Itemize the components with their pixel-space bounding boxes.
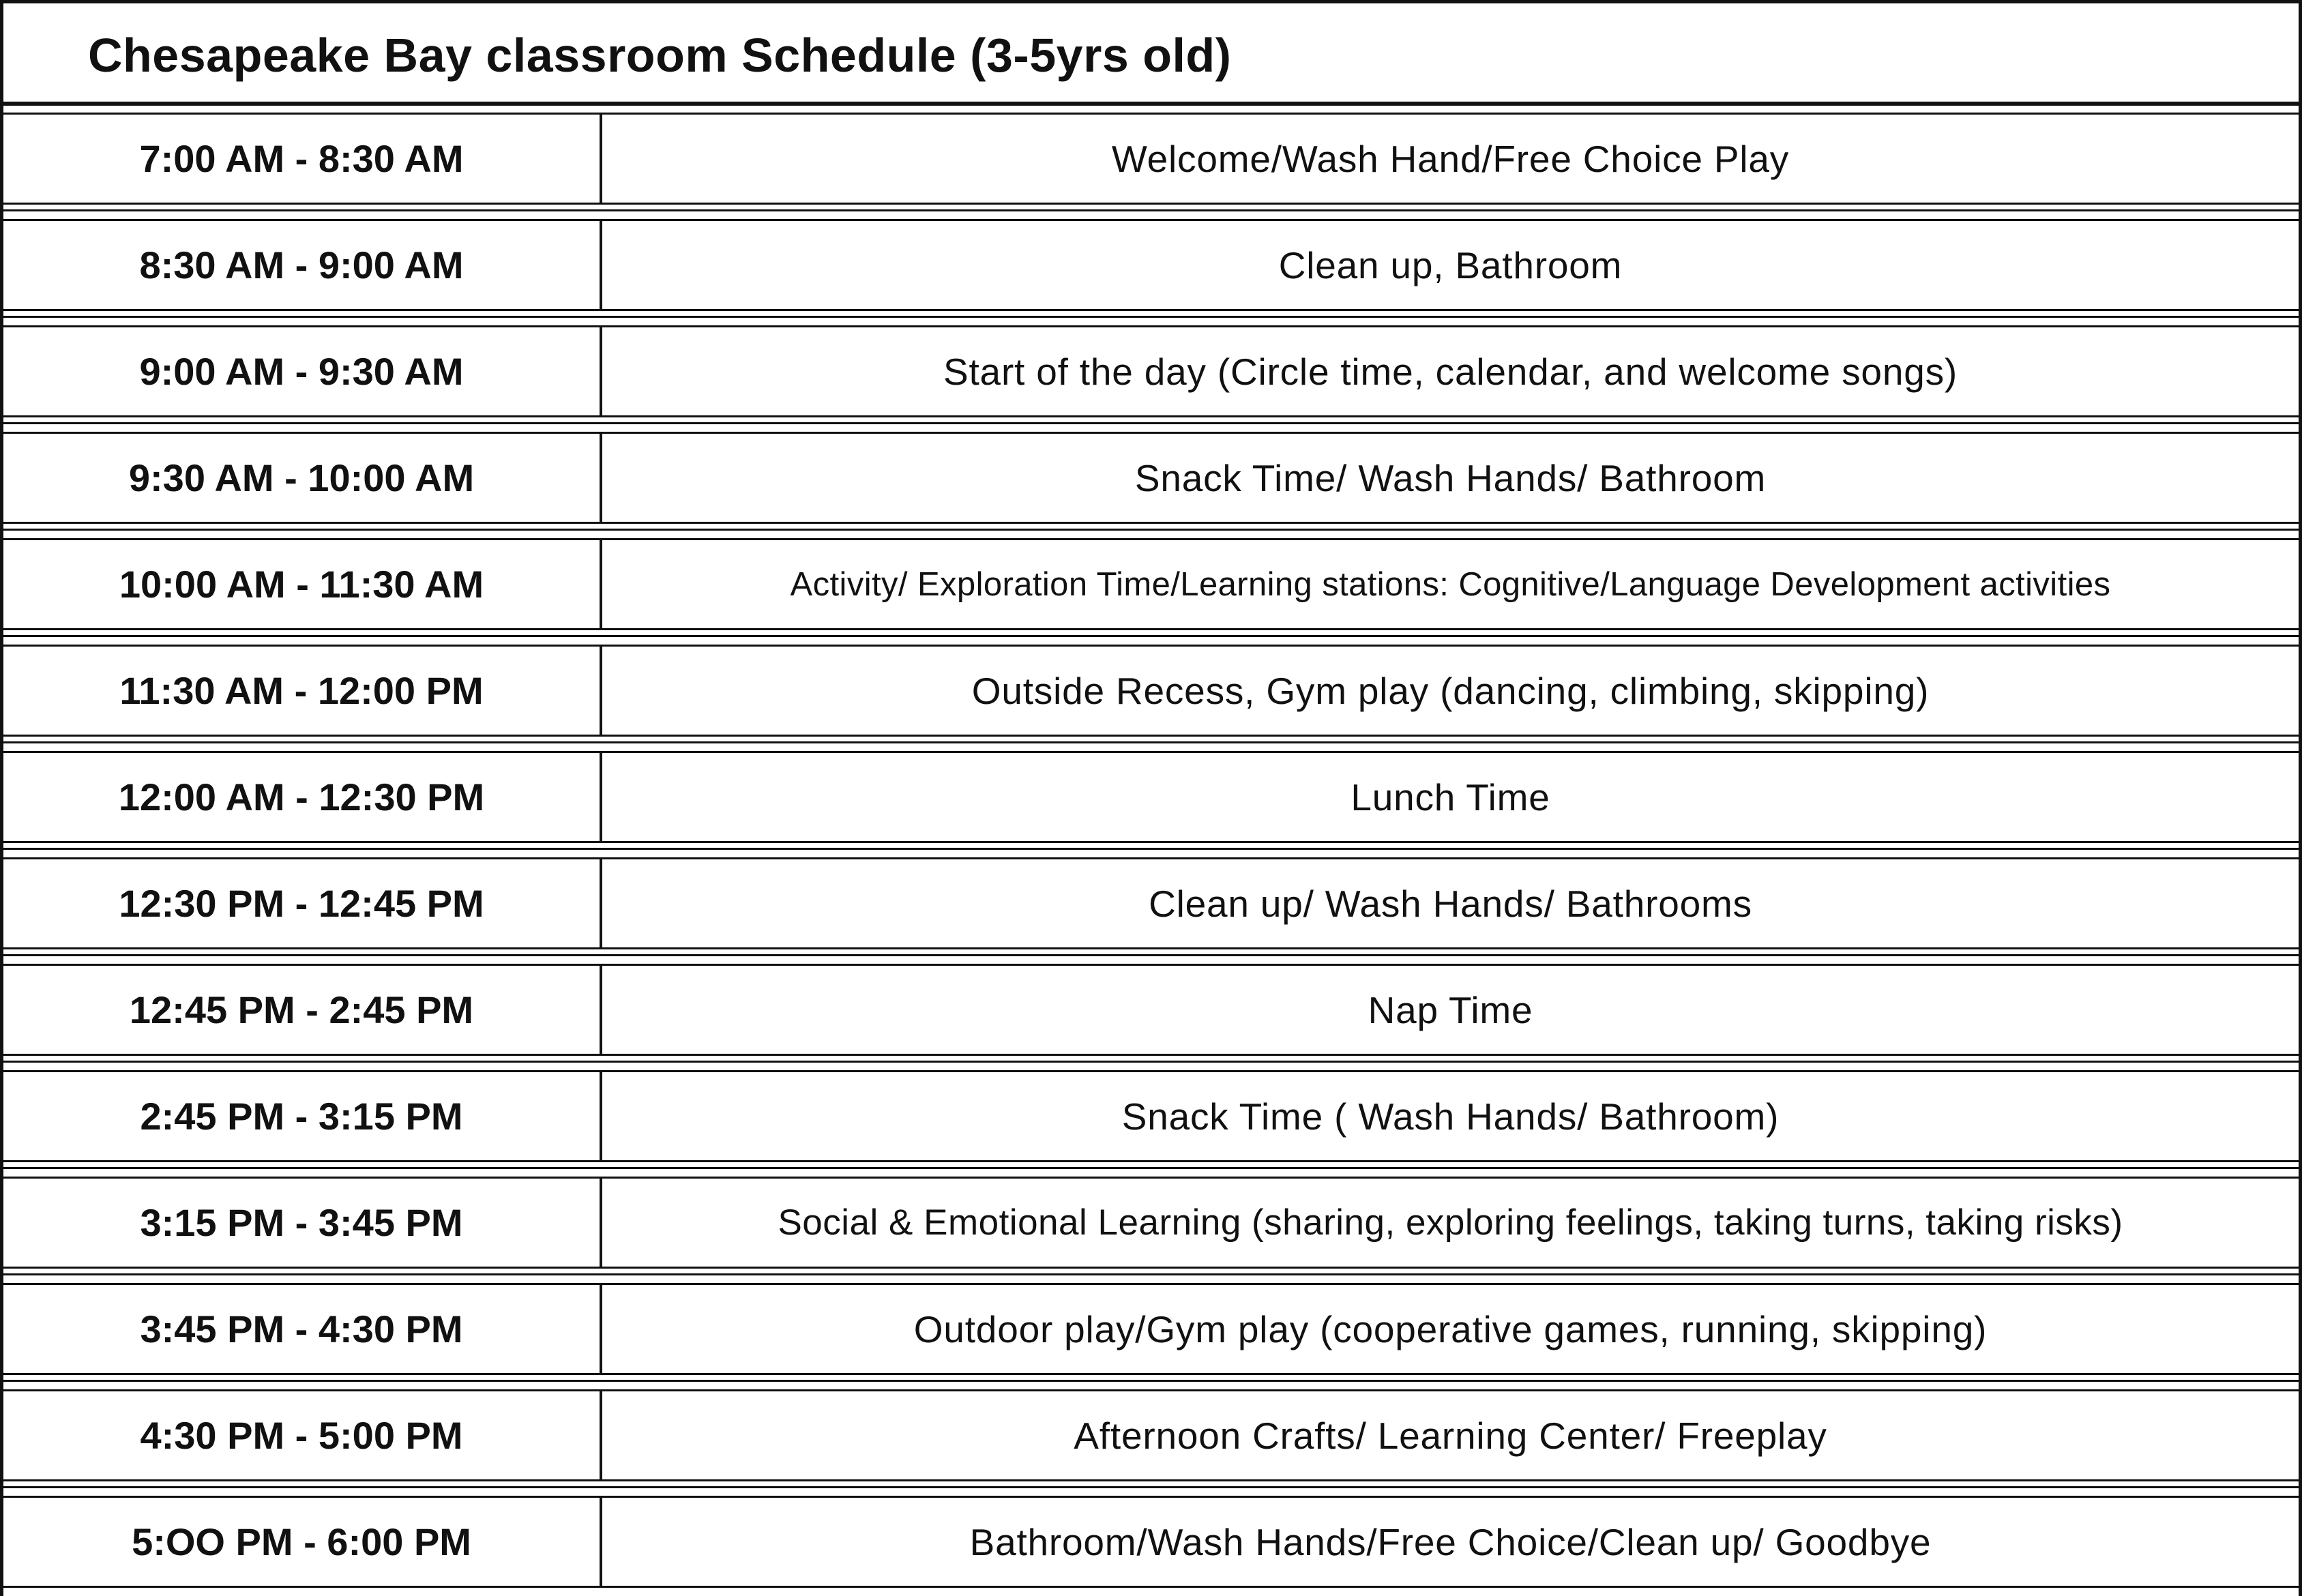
schedule-row xyxy=(3,1177,2299,1269)
activity-cell: Activity/ Exploration Time/Learning stations: Cognitive/Language Development activities xyxy=(790,565,2111,603)
time-cell: 12:30 PM - 12:45 PM xyxy=(3,859,602,947)
activity-cell: Afternoon Crafts/ Learning Center/ Freeplay xyxy=(1074,1414,1827,1457)
activity-cell: Social & Emotional Learning (sharing, exploring feelings, taking turns, taking risks) xyxy=(778,1202,2123,1243)
schedule-row xyxy=(3,1389,2299,1481)
time-cell: 3:45 PM - 4:30 PM xyxy=(3,1285,602,1373)
activity-cell: Clean up/ Wash Hands/ Bathrooms xyxy=(1149,882,1752,925)
schedule-row xyxy=(3,325,2299,417)
time-cell: 8:30 AM - 9:00 AM xyxy=(3,221,602,309)
activity-cell: Lunch Time xyxy=(1351,775,1550,818)
page-title: Chesapeake Bay classroom Schedule (3-5yrs old) xyxy=(88,29,1232,82)
time-cell: 9:00 AM - 9:30 AM xyxy=(3,327,602,415)
schedule-row xyxy=(3,1283,2299,1375)
activity-cell: Snack Time/ Wash Hands/ Bathroom xyxy=(1134,456,1767,499)
title-bar xyxy=(3,3,2299,106)
activity-cell: Welcome/Wash Hand/Free Choice Play xyxy=(1111,137,1790,180)
activity-cell: Nap Time xyxy=(1368,988,1533,1031)
time-cell: 3:15 PM - 3:45 PM xyxy=(3,1179,602,1267)
activity-cell: Clean up, Bathroom xyxy=(1278,243,1623,286)
activity-cell: Outside Recess, Gym play (dancing, climbing, skipping) xyxy=(971,669,1930,712)
schedule-row xyxy=(3,113,2299,205)
schedule-row xyxy=(3,964,2299,1056)
time-cell: 12:45 PM - 2:45 PM xyxy=(3,966,602,1054)
activity-cell: Start of the day (Circle time, calendar, and welcome songs) xyxy=(943,350,1958,393)
schedule-row xyxy=(3,645,2299,737)
activity-cell: Outdoor play/Gym play (cooperative games, running, skipping) xyxy=(913,1307,1988,1350)
time-cell: 5:OO PM - 6:00 PM xyxy=(3,1498,602,1586)
schedule-row xyxy=(3,219,2299,311)
schedule-row xyxy=(3,857,2299,949)
time-cell: 7:00 AM - 8:30 AM xyxy=(3,115,602,203)
activity-cell: Snack Time ( Wash Hands/ Bathroom) xyxy=(1121,1095,1780,1138)
schedule-table xyxy=(3,113,2299,1588)
time-cell: 10:00 AM - 11:30 AM xyxy=(3,540,602,628)
time-cell: 4:30 PM - 5:00 PM xyxy=(3,1391,602,1479)
time-cell: 9:30 AM - 10:00 AM xyxy=(3,434,602,522)
time-cell: 11:30 AM - 12:00 PM xyxy=(3,647,602,735)
schedule-row xyxy=(3,432,2299,524)
time-cell: 12:00 AM - 12:30 PM xyxy=(3,753,602,841)
activity-cell: Bathroom/Wash Hands/Free Choice/Clean up/ Goodbye xyxy=(969,1520,1932,1563)
schedule-row xyxy=(3,1496,2299,1588)
schedule-row xyxy=(3,538,2299,630)
time-cell: 2:45 PM - 3:15 PM xyxy=(3,1072,602,1160)
schedule-row xyxy=(3,751,2299,843)
schedule-row xyxy=(3,1070,2299,1162)
